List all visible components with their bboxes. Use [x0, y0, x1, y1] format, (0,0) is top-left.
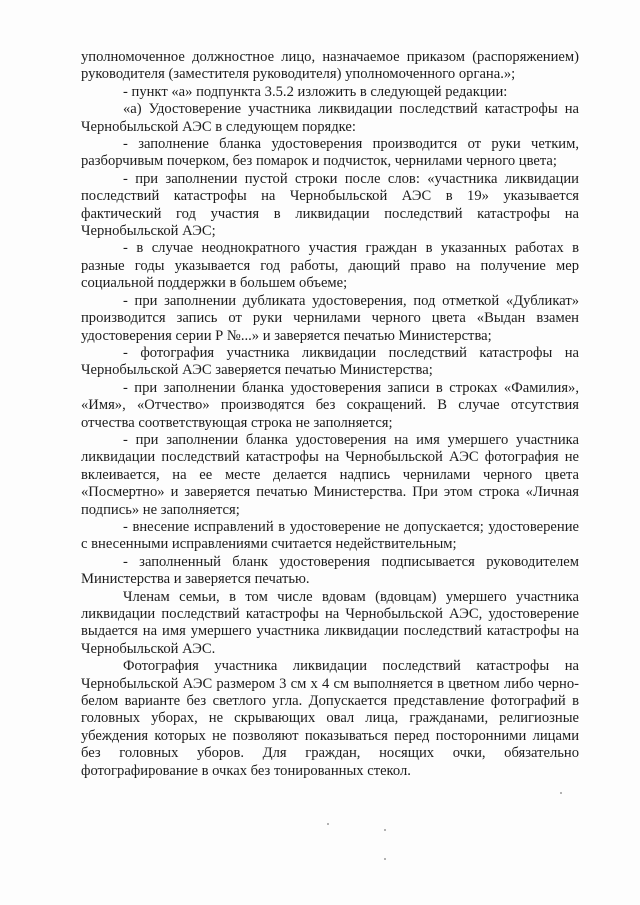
scan-speck	[384, 829, 386, 831]
paragraph-5: - при заполнении пустой строки после слов: «участника ликвидации последствий катастрофы на Чернобыльской АЭС в 19» указывается фактический год участия в ликвидации последствий катастрофы на Чернобыльской АЭС;	[81, 170, 579, 240]
paragraph-4: - заполнение бланка удостоверения производится от руки четким, разборчивым почерком, без помарок и подчисток, чернилами черного цвета;	[81, 136, 579, 170]
paragraph-9: - при заполнении бланка удостоверения записи в строках «Фамилия», «Имя», «Отчество» производятся без сокращений. В случае отсутствия отчества соответствующая строка не заполняется;	[81, 379, 579, 431]
paragraph-1: уполномоченное должностное лицо, назначаемое приказом (распоряжением) руководителя (заместителя руководителя) уполномоченного органа.»;	[81, 49, 579, 83]
paragraph-14: Фотография участника ликвидации последствий катастрофы на Чернобыльской АЭС размером 3 см х 4 см выполняется в цветном либо черно-белом варианте без светлого угла. Допускается представление фотографий в головных уборах, не скрывающих овал лица, гражданами, религиозные убеждения которых не позволяют показываться перед посторонними лицами без головных уборов. Для граждан, носящих очки, обязательно фотографирование в очках без тонированных стекол.	[81, 658, 579, 779]
scan-speck	[560, 792, 562, 794]
paragraph-2: - пункт «а» подпункта 3.5.2 изложить в следующей редакции:	[123, 83, 508, 100]
paragraph-7: - при заполнении дубликата удостоверения, под отметкой «Дубликат» производится запись от руки чернилами черного цвета «Выдан взамен удостоверения серии Р №...» и заверяется печатью Министерства;	[81, 292, 579, 344]
scan-speck	[384, 858, 386, 860]
scan-speck	[327, 823, 329, 825]
paragraph-12: - заполненный бланк удостоверения подписывается руководителем Министерства и заверяется печатью.	[81, 553, 579, 588]
paragraph-11: - внесение исправлений в удостоверение не допускается; удостоверение с внесенными исправлениями считается недействительным;	[81, 518, 579, 553]
paragraph-3: «а) Удостоверение участника ликвидации последствий катастрофы на Чернобыльской АЭС в следующем порядке:	[81, 101, 579, 135]
paragraph-8: - фотография участника ликвидации последствий катастрофы на Чернобыльской АЭС заверяется печатью Министерства;	[81, 344, 579, 379]
document-body	[81, 49, 579, 780]
paragraph-10: - при заполнении бланка удостоверения на имя умершего участника ликвидации последствий катастрофы на Чернобыльской АЭС фотография не вклеивается, на ее месте делается надпись чернилами черного цвета «Посмертно» и заверяется печатью Министерства. При этом строка «Личная подпись» не заполняется;	[81, 431, 579, 518]
paragraph-6: - в случае неоднократного участия граждан в указанных работах в разные годы указывается год работы, дающий право на получение мер социальной поддержки в большем объеме;	[81, 240, 579, 292]
paragraph-13: Членам семьи, в том числе вдовам (вдовцам) умершего участника ликвидации последствий катастрофы на Чернобыльской АЭС, удостоверение выдается на имя умершего участника ликвидации последствий катастрофы на Чернобыльской АЭС.	[81, 588, 579, 657]
